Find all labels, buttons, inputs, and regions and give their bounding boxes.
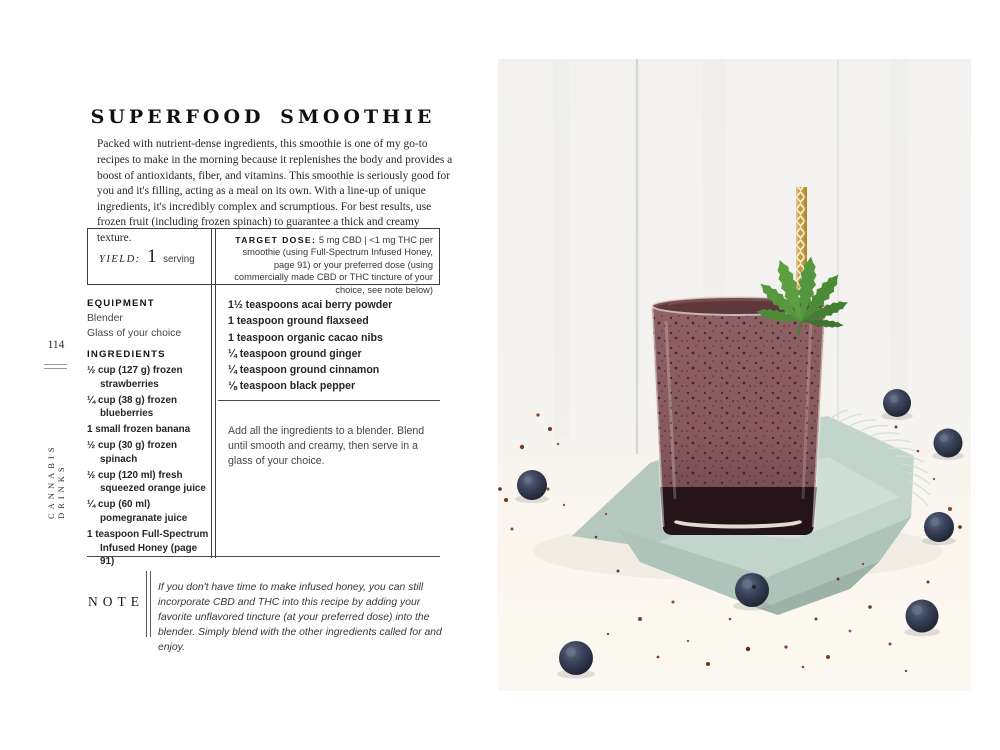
page-number: 114 [47, 339, 65, 351]
ingredient-item: 1 teaspoon Full-Spectrum Infused Honey (page 91) [87, 528, 209, 568]
chapter-sidebar-label: CANNABIS DRINKS [46, 443, 66, 519]
ingredients-heading: INGREDIENTS [87, 349, 166, 360]
target-dose-cell [222, 234, 433, 296]
ingredient-item: ¼ cup (60 ml) pomegranate juice [87, 499, 188, 524]
ingredient-item: ¼ teaspoon ground ginger [228, 347, 362, 360]
ingredient-item: ½ cup (127 g) frozen strawberries [87, 365, 183, 390]
equipment-item: Glass of your choice [87, 327, 182, 339]
note-text: If you don't have time to make infused honey, you can still incorporate CBD and THC into this recipe by adding your favorite unflavored tincture (at your preferred dose) into the blender. Simply blend with the other ingredients called for and enjoy. [158, 582, 442, 654]
ingredient-item: 1 teaspoon organic cacao nibs [228, 331, 383, 344]
equipment-heading: EQUIPMENT [87, 298, 155, 309]
equipment-list [87, 312, 207, 341]
note-label: NOTE [88, 594, 144, 609]
ingredient-item: ¼ teaspoon ground cinnamon [228, 364, 380, 377]
ingredient-item: ⅛ teaspoon black pepper [228, 380, 356, 393]
column-divider [211, 228, 216, 558]
yield-cell [99, 246, 204, 268]
recipe-title: SUPERFOOD SMOOTHIE [90, 105, 436, 128]
recipe-photo [498, 59, 971, 691]
ingredient-item: ½ cup (30 g) frozen spinach [87, 439, 177, 465]
equipment-item: Blender [87, 313, 123, 324]
ingredient-item: ½ cup (120 ml) fresh squeezed orange juice [87, 469, 206, 495]
target-dose-text: 5 mg CBD | <1 mg THC per smoothie (using Full-Spectrum Infused Honey, page 91) or your preferred dose (using commercially made CBD or THC tincture of your choice, see note below) [234, 235, 433, 295]
yield-label: YIELD: [99, 254, 141, 265]
yield-unit: serving [163, 254, 195, 265]
ingredients-list-right [228, 297, 438, 395]
ingredient-item: 1 teaspoon ground flaxseed [228, 315, 369, 328]
instructions-text: Add all the ingredients to a blender. Blend until smooth and creamy, then serve in a glass of your choice. [228, 424, 425, 467]
yield-value: 1 [147, 246, 157, 267]
ingredient-item: ¼ cup (38 g) frozen blueberries [87, 394, 177, 420]
target-dose-label: TARGET DOSE: [235, 235, 317, 245]
note-divider [146, 571, 151, 637]
ingredients-list [87, 364, 209, 571]
ingredients-instructions-divider [218, 400, 440, 401]
recipe-intro: Packed with nutrient-dense ingredients, this smoothie is one of my go-to recipes to make in the morning because it replenishes the body and provides a boost of antioxidants, fiber, and vitamins. This smoothie is seriously good for you and it's filling, acting as a meal on its own. With a line-up of unique ingredients, it's incredibly complex and scrumptious. For best results, use frozen fruit (including frozen spinach) to guarantee a thick and creamy texture. [97, 138, 453, 244]
ingredient-item: 1 small frozen banana [87, 424, 191, 436]
ingredient-item: 1½ teaspoons acai berry powder [228, 299, 393, 311]
page-number-rule [44, 364, 67, 369]
